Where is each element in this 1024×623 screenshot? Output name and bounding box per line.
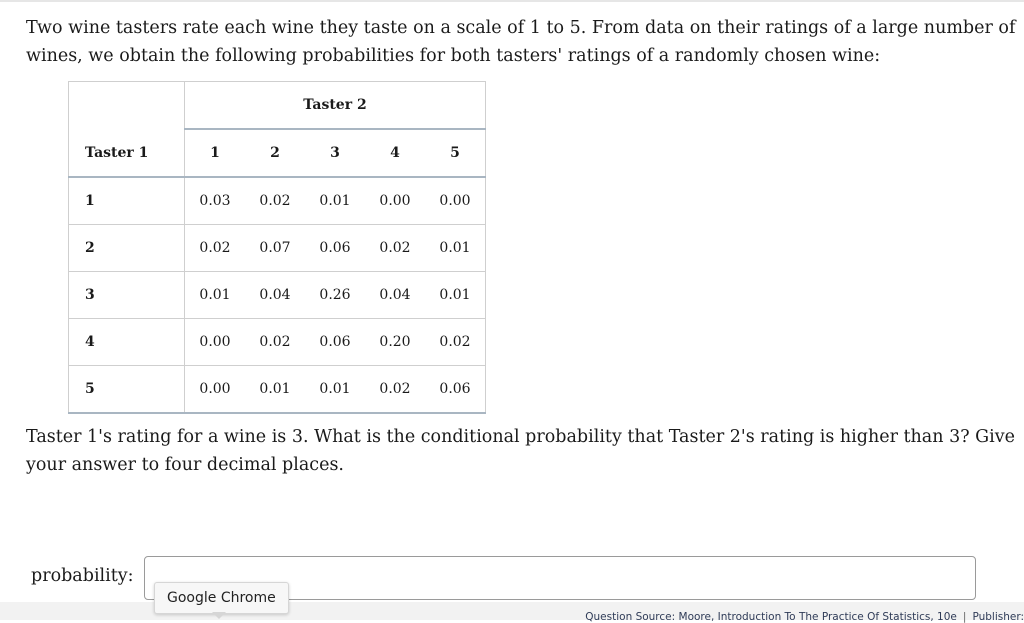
publisher-link[interactable]: Publisher: [972, 611, 1024, 623]
taster2-group-header: Taster 2 [185, 82, 486, 130]
table-cell: 0.00 [365, 177, 425, 225]
table-cell: 0.04 [245, 272, 305, 319]
top-divider [0, 0, 1024, 2]
table-cell: 0.00 [185, 319, 246, 366]
table-cell: 0.02 [365, 366, 425, 414]
row-header: 4 [69, 319, 185, 366]
table-cell: 0.02 [425, 319, 486, 366]
question-text: Taster 1's rating for a wine is 3. What is the conditional probability that Taster 2's rating is higher than 3? Give your answer to four decimal places. [26, 427, 1015, 475]
column-header: 3 [305, 129, 365, 177]
table-cell: 0.26 [305, 272, 365, 319]
table-header-row [69, 129, 486, 177]
tooltip-arrow [212, 612, 226, 619]
table-cell: 0.01 [185, 272, 246, 319]
table-row [69, 319, 486, 366]
table-cell: 0.01 [425, 272, 486, 319]
answer-label: probability: [31, 566, 134, 586]
table-row [69, 272, 486, 319]
table-cell: 0.02 [245, 177, 305, 225]
table-cell: 0.02 [185, 225, 246, 272]
table-row [69, 366, 486, 414]
column-header: 2 [245, 129, 305, 177]
table-cell: 0.06 [305, 319, 365, 366]
source-link[interactable]: Question Source: Moore, Introduction To The Practice Of Statistics, 10e [585, 611, 957, 623]
table-cell: 0.01 [305, 366, 365, 414]
table-cell: 0.00 [425, 177, 486, 225]
column-header: 5 [425, 129, 486, 177]
row-header: 2 [69, 225, 185, 272]
table-cell: 0.01 [245, 366, 305, 414]
table-header-group-row [69, 82, 486, 130]
browser-tooltip: Google Chrome [154, 582, 289, 614]
table-cell: 0.20 [365, 319, 425, 366]
column-header: 4 [365, 129, 425, 177]
table-cell: 0.02 [365, 225, 425, 272]
table-cell: 0.06 [305, 225, 365, 272]
question-source [585, 611, 1024, 623]
row-header: 1 [69, 177, 185, 225]
row-header: 5 [69, 366, 185, 414]
table-cell: 0.06 [425, 366, 486, 414]
probability-table [68, 81, 486, 414]
table-cell: 0.03 [185, 177, 246, 225]
table-row [69, 225, 486, 272]
empty-corner-cell [69, 82, 185, 130]
table-cell: 0.00 [185, 366, 246, 414]
taster1-group-header: Taster 1 [69, 129, 185, 177]
column-header: 1 [185, 129, 246, 177]
table-cell: 0.01 [305, 177, 365, 225]
table-cell: 0.02 [245, 319, 305, 366]
table-cell: 0.04 [365, 272, 425, 319]
table-cell: 0.07 [245, 225, 305, 272]
table-row [69, 177, 486, 225]
footer-separator: | [962, 611, 967, 623]
problem-intro: Two wine tasters rate each wine they taste on a scale of 1 to 5. From data on their ratings of a large number of wines, we obtain the following probabilities for both tasters' ratings of a randomly chosen wine: [26, 18, 1016, 66]
row-header: 3 [69, 272, 185, 319]
table-cell: 0.01 [425, 225, 486, 272]
